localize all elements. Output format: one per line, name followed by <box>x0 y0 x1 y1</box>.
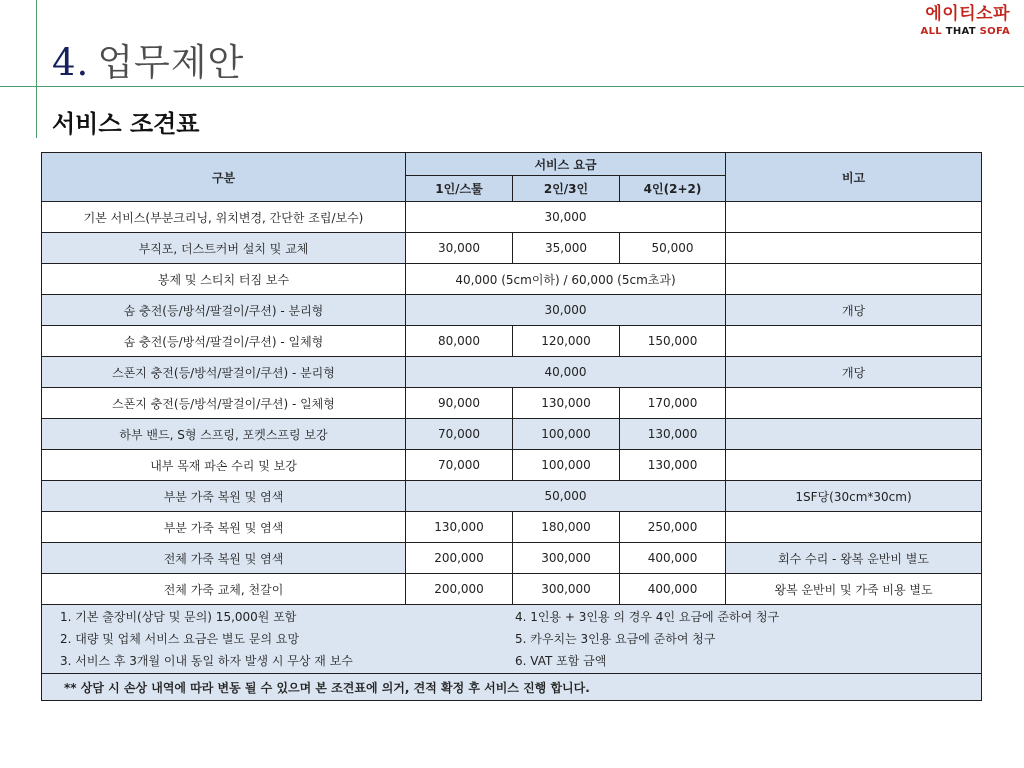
row-note: 회수 수리 - 왕복 운반비 별도 <box>726 543 982 574</box>
table-row <box>42 202 982 233</box>
row-price-four: 400,000 <box>620 543 726 574</box>
section-title: 서비스 조견표 <box>52 110 200 138</box>
slide-title-text: 업무제안 <box>97 41 245 84</box>
row-name: 스폰지 충전(등/방석/팔걸이/쿠션) - 일체형 <box>42 388 406 419</box>
row-name: 부직포, 더스트커버 설치 및 교체 <box>42 233 406 264</box>
row-name: 솜 충전(등/방석/팔걸이/쿠션) - 일체형 <box>42 326 406 357</box>
header-four: 4인(2+2) <box>620 176 726 202</box>
table-row <box>42 388 982 419</box>
row-name: 전체 가죽 교체, 천갈이 <box>42 574 406 605</box>
row-price-four: 130,000 <box>620 450 726 481</box>
row-price-merged: 50,000 <box>406 481 726 512</box>
header-note: 비고 <box>726 153 982 202</box>
table-row <box>42 357 982 388</box>
header-service-fee: 서비스 요금 <box>406 153 726 176</box>
row-note: 1SF당(30cm*30cm) <box>726 481 982 512</box>
row-note <box>726 450 982 481</box>
row-price-single: 90,000 <box>406 388 513 419</box>
note-item: 5. 카우치는 3인용 요금에 준하여 청구 <box>515 632 716 646</box>
notes-cell <box>42 605 982 674</box>
row-price-merged: 40,000 (5cm이하) / 60,000 (5cm초과) <box>406 264 726 295</box>
row-name: 솜 충전(등/방석/팔걸이/쿠션) - 분리형 <box>42 295 406 326</box>
vertical-accent-line <box>36 0 37 138</box>
row-price-two-three: 100,000 <box>513 419 620 450</box>
row-price-single: 70,000 <box>406 450 513 481</box>
note-item: 1. 기본 출장비(상담 및 문의) 15,000원 포함 <box>60 610 297 624</box>
note-item: 4. 1인용 + 3인용 의 경우 4인 요금에 준하여 청구 <box>515 610 780 624</box>
row-price-four: 50,000 <box>620 233 726 264</box>
brand-logo <box>921 6 1010 37</box>
row-price-two-three: 35,000 <box>513 233 620 264</box>
row-note <box>726 264 982 295</box>
table-row <box>42 419 982 450</box>
note-item: 6. VAT 포함 금액 <box>515 654 607 668</box>
table-row <box>42 233 982 264</box>
table-row <box>42 512 982 543</box>
row-price-single: 200,000 <box>406 574 513 605</box>
row-price-two-three: 300,000 <box>513 543 620 574</box>
row-name: 기본 서비스(부분크리닝, 위치변경, 간단한 조립/보수) <box>42 202 406 233</box>
row-price-four: 250,000 <box>620 512 726 543</box>
table-row <box>42 450 982 481</box>
table-footer-note: ** 상담 시 손상 내역에 따라 변동 될 수 있으며 본 조견표에 의거, 견적 확정 후 서비스 진행 합니다. <box>42 674 982 701</box>
row-price-four: 170,000 <box>620 388 726 419</box>
note-item: 2. 대량 및 업체 서비스 요금은 별도 문의 요망 <box>60 632 300 646</box>
row-price-merged: 40,000 <box>406 357 726 388</box>
row-price-two-three: 130,000 <box>513 388 620 419</box>
row-price-single: 200,000 <box>406 543 513 574</box>
row-price-single: 30,000 <box>406 233 513 264</box>
row-price-merged: 30,000 <box>406 295 726 326</box>
row-note <box>726 202 982 233</box>
table-row <box>42 543 982 574</box>
logo-english-a: ALL <box>920 26 946 37</box>
row-note <box>726 233 982 264</box>
notes-row <box>42 605 982 674</box>
horizontal-accent-line <box>0 86 1024 87</box>
logo-english-c: SOFA <box>975 26 1010 37</box>
note-item: 3. 서비스 후 3개월 이내 동일 하자 발생 시 무상 재 보수 <box>60 654 353 668</box>
row-name: 스폰지 충전(등/방석/팔걸이/쿠션) - 분리형 <box>42 357 406 388</box>
table-row <box>42 481 982 512</box>
row-note: 개당 <box>726 357 982 388</box>
logo-english <box>921 27 1010 37</box>
row-price-single: 80,000 <box>406 326 513 357</box>
row-price-single: 130,000 <box>406 512 513 543</box>
header-single: 1인/스툴 <box>406 176 513 202</box>
row-price-four: 130,000 <box>620 419 726 450</box>
row-name: 부분 가죽 복원 및 염색 <box>42 481 406 512</box>
header-category: 구분 <box>42 153 406 202</box>
row-note <box>726 512 982 543</box>
row-price-two-three: 100,000 <box>513 450 620 481</box>
row-price-four: 400,000 <box>620 574 726 605</box>
header-two-three: 2인/3인 <box>513 176 620 202</box>
row-price-merged: 30,000 <box>406 202 726 233</box>
logo-english-b: THAT <box>945 26 976 37</box>
service-price-table <box>41 152 982 701</box>
row-note <box>726 419 982 450</box>
footer-row <box>42 674 982 701</box>
row-name: 전체 가죽 복원 및 염색 <box>42 543 406 574</box>
row-note: 개당 <box>726 295 982 326</box>
row-note <box>726 326 982 357</box>
table-row <box>42 326 982 357</box>
table-row <box>42 264 982 295</box>
table-row <box>42 574 982 605</box>
row-name: 내부 목재 파손 수리 및 보강 <box>42 450 406 481</box>
row-price-two-three: 300,000 <box>513 574 620 605</box>
table-row <box>42 295 982 326</box>
logo-korean: 에이티소파 <box>925 4 1010 24</box>
row-note <box>726 388 982 419</box>
row-name: 봉제 및 스티치 터짐 보수 <box>42 264 406 295</box>
row-price-two-three: 120,000 <box>513 326 620 357</box>
row-note: 왕복 운반비 및 가죽 비용 별도 <box>726 574 982 605</box>
row-price-two-three: 180,000 <box>513 512 620 543</box>
row-name: 하부 밴드, S형 스프링, 포켓스프링 보강 <box>42 419 406 450</box>
slide-title <box>52 32 244 86</box>
row-price-four: 150,000 <box>620 326 726 357</box>
row-name: 부분 가죽 복원 및 염색 <box>42 512 406 543</box>
slide-number: 4. <box>52 41 90 84</box>
row-price-single: 70,000 <box>406 419 513 450</box>
